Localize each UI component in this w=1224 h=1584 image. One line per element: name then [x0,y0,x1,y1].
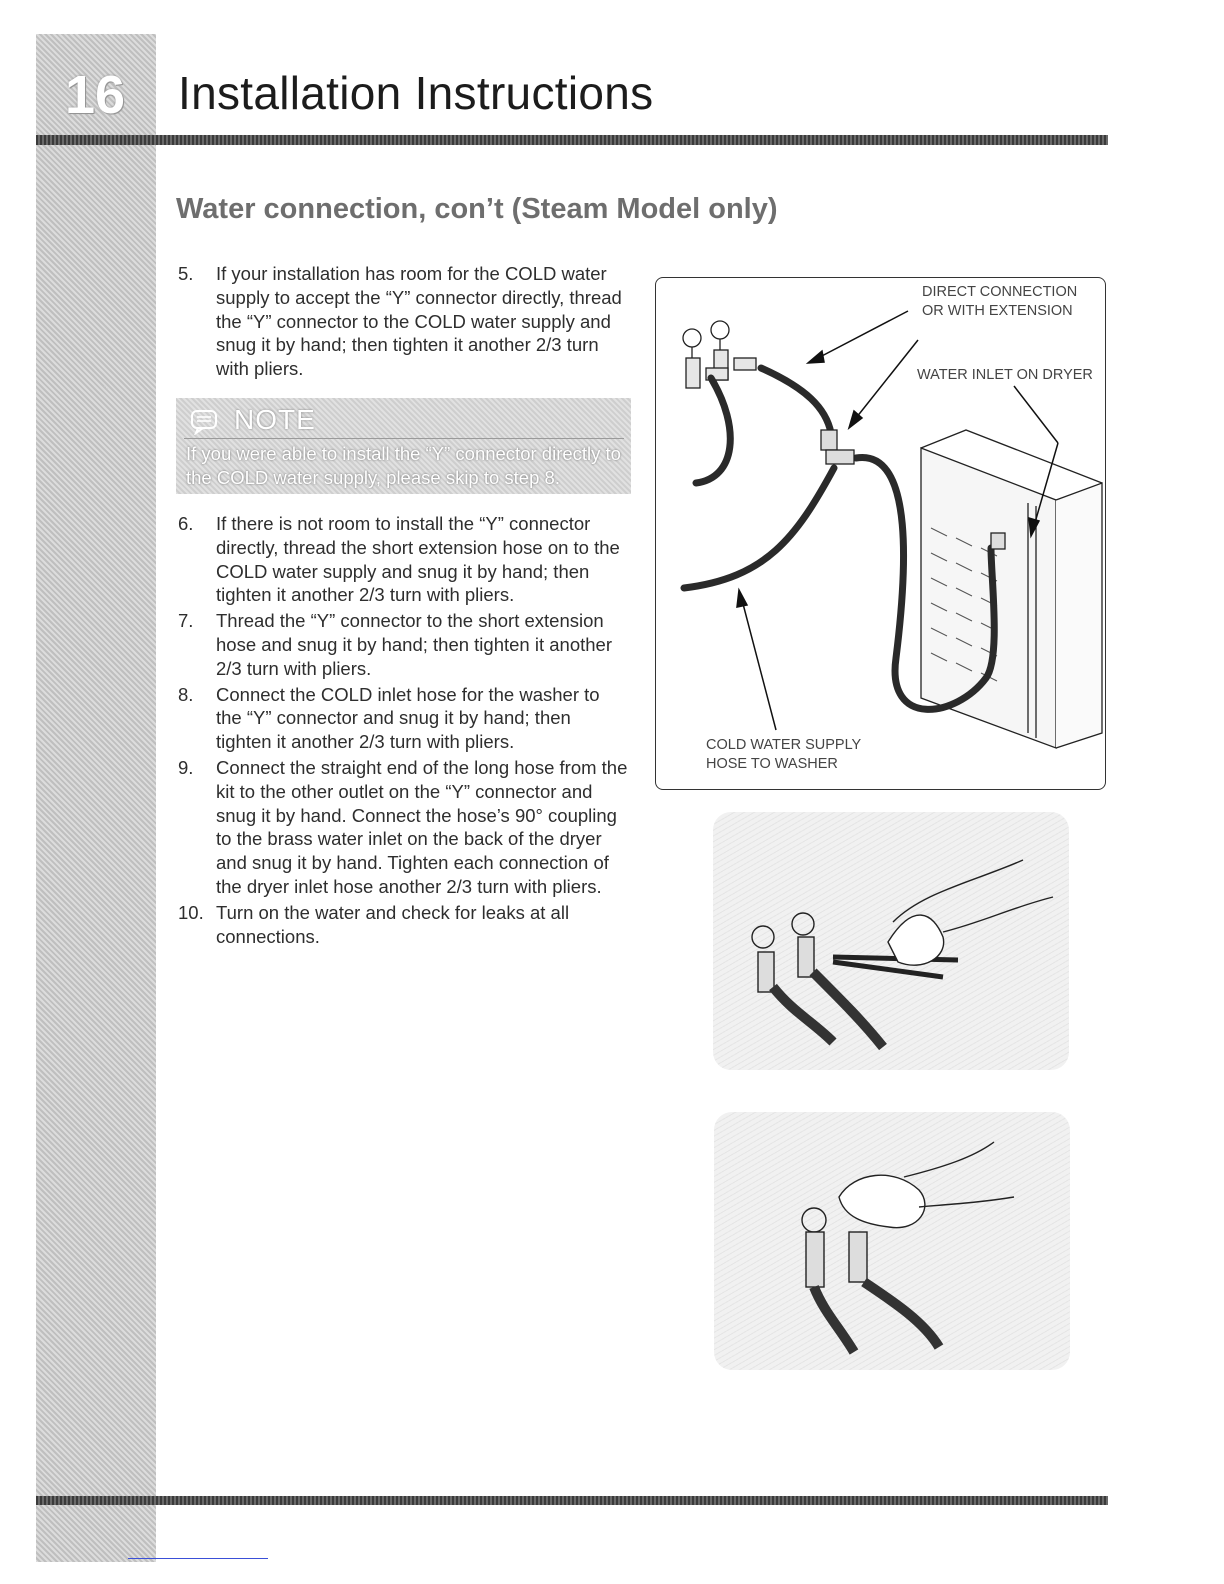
page-title: Installation Instructions [178,67,654,119]
step-number: 8. [178,683,194,705]
hose-connection-drawing [656,278,1105,789]
steps-list-first [178,262,630,383]
hand-tightening-drawing [714,1112,1070,1370]
step-number: 9. [178,756,194,778]
header-divider [36,135,1108,145]
note-divider [184,438,624,439]
step-number: 7. [178,610,194,632]
step-number: 10. [178,901,204,923]
step-item [178,901,630,949]
step-item [178,512,630,607]
note-text: If you were able to install the “Y” connector directly to the COLD water supply, please skip to step 8. [186,443,621,488]
note-heading: NOTE [234,404,316,435]
pliers-tightening-drawing [713,812,1069,1070]
step-number: 5. [178,263,194,284]
page-number: 16 [64,65,126,125]
step-item [178,262,630,381]
hand-tightening-illustration [714,1112,1070,1370]
callout-direct-line1: DIRECT CONNECTION [922,284,1078,300]
step-text: Thread the “Y” connector to the short extension hose and snug it by hand; then tighten it another 2/3 turn with pliers. [216,610,612,679]
step-item [178,683,630,754]
callout-water-inlet: WATER INLET ON DRYER [917,367,1093,383]
step-text: Connect the straight end of the long hose from the kit to the other outlet on the “Y” connector and snug it by hand. Connect the hose’s 90° coupling to the brass water inlet on the back of the dryer and snug it by hand. Tighten each connection of the dryer inlet hose another 2/3 turn with pliers. [216,756,628,897]
step-text: If your installation has room for the COLD water supply to accept the “Y” connector directly, thread the “Y” connector to the COLD water supply and snug it by hand; then tighten it another 2/3 turn with pliers. [216,263,622,380]
section-heading: Water connection, con’t (Steam Model only) [176,193,778,225]
step-item [178,609,630,680]
pliers-tightening-illustration [713,812,1069,1070]
sidebar-band [36,34,156,1562]
steps-list-second [178,512,630,950]
step-text: Connect the COLD inlet hose for the washer to the “Y” connector and snug it by hand; then tighten it another 2/3 turn with pliers. [216,683,600,753]
callout-direct-connection [922,283,1077,321]
callout-direct-line2: OR WITH EXTENSION [922,303,1073,319]
step-text: Turn on the water and check for leaks at all connections. [216,901,570,947]
step-item [178,756,630,899]
step-number: 6. [178,513,194,534]
note-box [176,398,631,494]
callout-cold-line2: HOSE TO WASHER [706,756,838,772]
hose-connection-diagram [655,277,1106,790]
callout-cold-water-supply [706,736,861,774]
footer-divider [36,1496,1108,1505]
note-icon [190,409,220,435]
callout-cold-line1: COLD WATER SUPPLY [706,737,862,753]
step-text: If there is not room to install the “Y” connector directly, thread the short extension hose on to the COLD water supply and snug it by hand; then tighten it another 2/3 turn with pliers. [216,513,620,606]
footer-link-underline [128,1558,268,1559]
